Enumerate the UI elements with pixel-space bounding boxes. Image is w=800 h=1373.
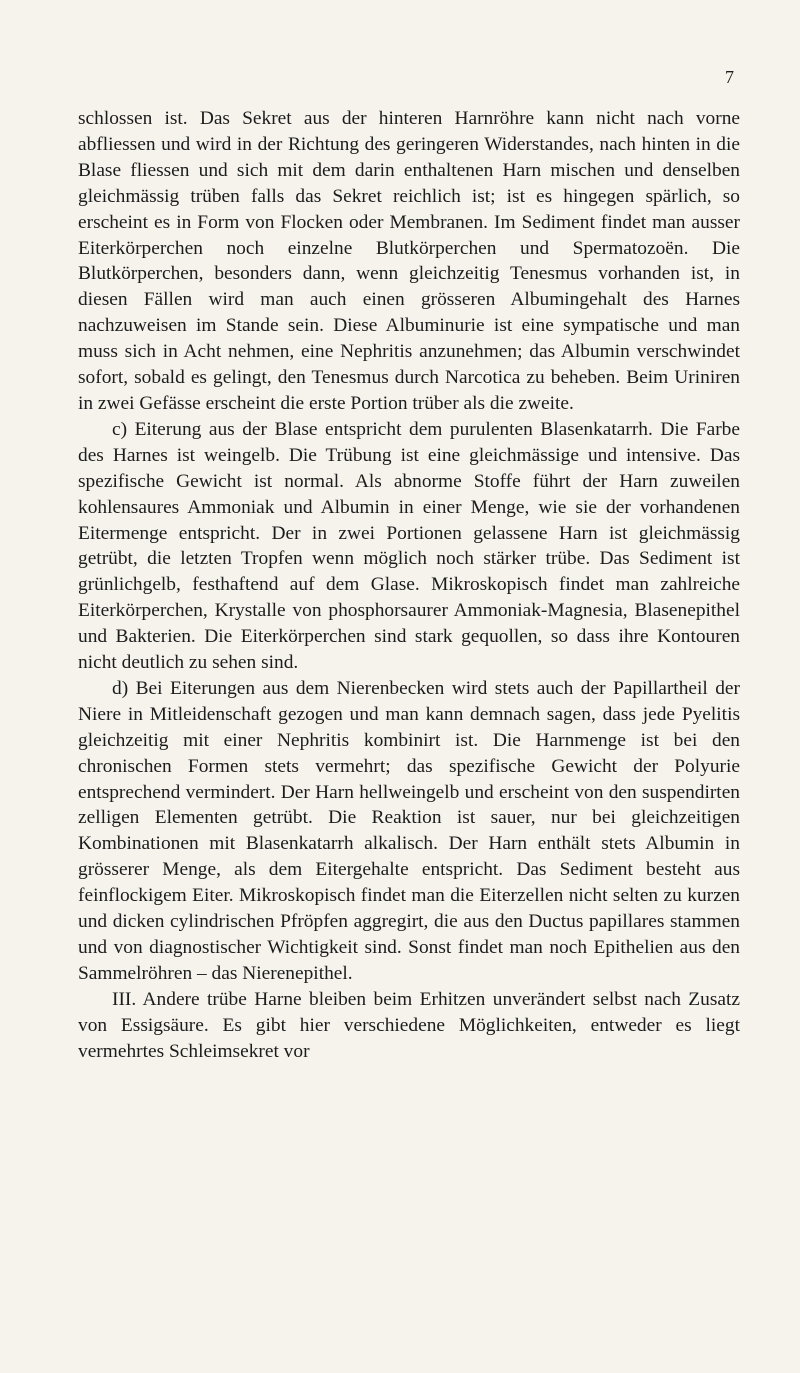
body-text <box>78 106 740 1065</box>
page-number: 7 <box>725 67 734 87</box>
paragraph-section-c: c) Eiterung aus der Blase entspricht dem purulenten Blasenkatarrh. Die Farbe des Harnes ist weingelb. Die Trübung ist eine gleichmässige und intensive. Das spezifische Gewicht ist normal. Als abnorme Stoffe führt der Harn zuweilen kohlensaures Ammoniak und Albumin in einer Menge, wie sie der vorhandenen Eitermenge entspricht. Der in zwei Portionen gelassene Harn ist gleichmässig getrübt, die letzten Tropfen wenn möglich noch stärker trübe. Das Sediment ist grünlichgelb, festhaftend auf dem Glase. Mikroskopisch findet man zahlreiche Eiterkörperchen, Krystalle von phosphorsaurer Ammoniak-Magnesia, Blasenepithel und Bakterien. Die Eiterkörperchen sind stark gequollen, so dass ihre Kontouren nicht deutlich zu sehen sind. <box>78 418 740 674</box>
paragraph-section-iii: III. Andere trübe Harne bleiben beim Erhitzen unverändert selbst nach Zusatz von Essigsäure. Es gibt hier verschiedene Möglichkeiten, entweder es liegt vermehrtes Schleimsekret vor <box>78 988 740 1062</box>
paragraph-section-d: d) Bei Eiterungen aus dem Nierenbecken wird stets auch der Papillartheil der Niere in Mitleidenschaft gezogen und man kann demnach sagen, dass jede Pyelitis gleichzeitig mit einer Nephritis kombinirt ist. Die Harnmenge ist bei den chronischen Formen stets vermehrt; das spezifische Gewicht der Polyurie entsprechend vermindert. Der Harn hellweingelb und erscheint von den suspendirten zelligen Elementen getrübt. Die Reaktion ist sauer, nur bei gleichzeitigen Kombinationen mit Blasenkatarrh alkalisch. Der Harn enthält stets Albumin in grösserer Menge, als dem Eitergehalte entspricht. Das Sediment besteht aus feinflockigem Eiter. Mikroskopisch findet man die Eiterzellen nicht selten zu kurzen und dicken cylindrischen Pfröpfen aggregirt, die aus den Ductus papillares stammen und von diagnostischer Wichtigkeit sind. Sonst findet man noch Epithelien aus den Sammelröhren – das Nierenepithel. <box>78 677 740 984</box>
paragraph-continuation: schlossen ist. Das Sekret aus der hinteren Harnröhre kann nicht nach vorne abfliessen und wird in der Richtung des geringeren Widerstandes, nach hinten in die Blase fliessen und sich mit dem darin enthaltenen Harn mischen und denselben gleichmässig trüben falls das Sekret reichlich ist; ist es hingegen spärlich, so erscheint es in Form von Flocken oder Membranen. Im Sediment findet man ausser Eiterkörperchen noch einzelne Blutkörperchen und Spermatozoën. Die Blutkörperchen, besonders dann, wenn gleichzeitig Tenesmus vorhanden ist, in diesen Fällen wird man auch einen grösseren Albumingehalt des Harnes nachzuweisen im Stande sein. Diese Albuminurie ist eine sympatische und man muss sich in Acht nehmen, eine Nephritis anzunehmen; das Albumin verschwindet sofort, sobald es gelingt, den Tenesmus durch Narcotica zu beheben. Beim Uriniren in zwei Gefässe erscheint die erste Portion trüber als die zweite. <box>78 108 740 414</box>
